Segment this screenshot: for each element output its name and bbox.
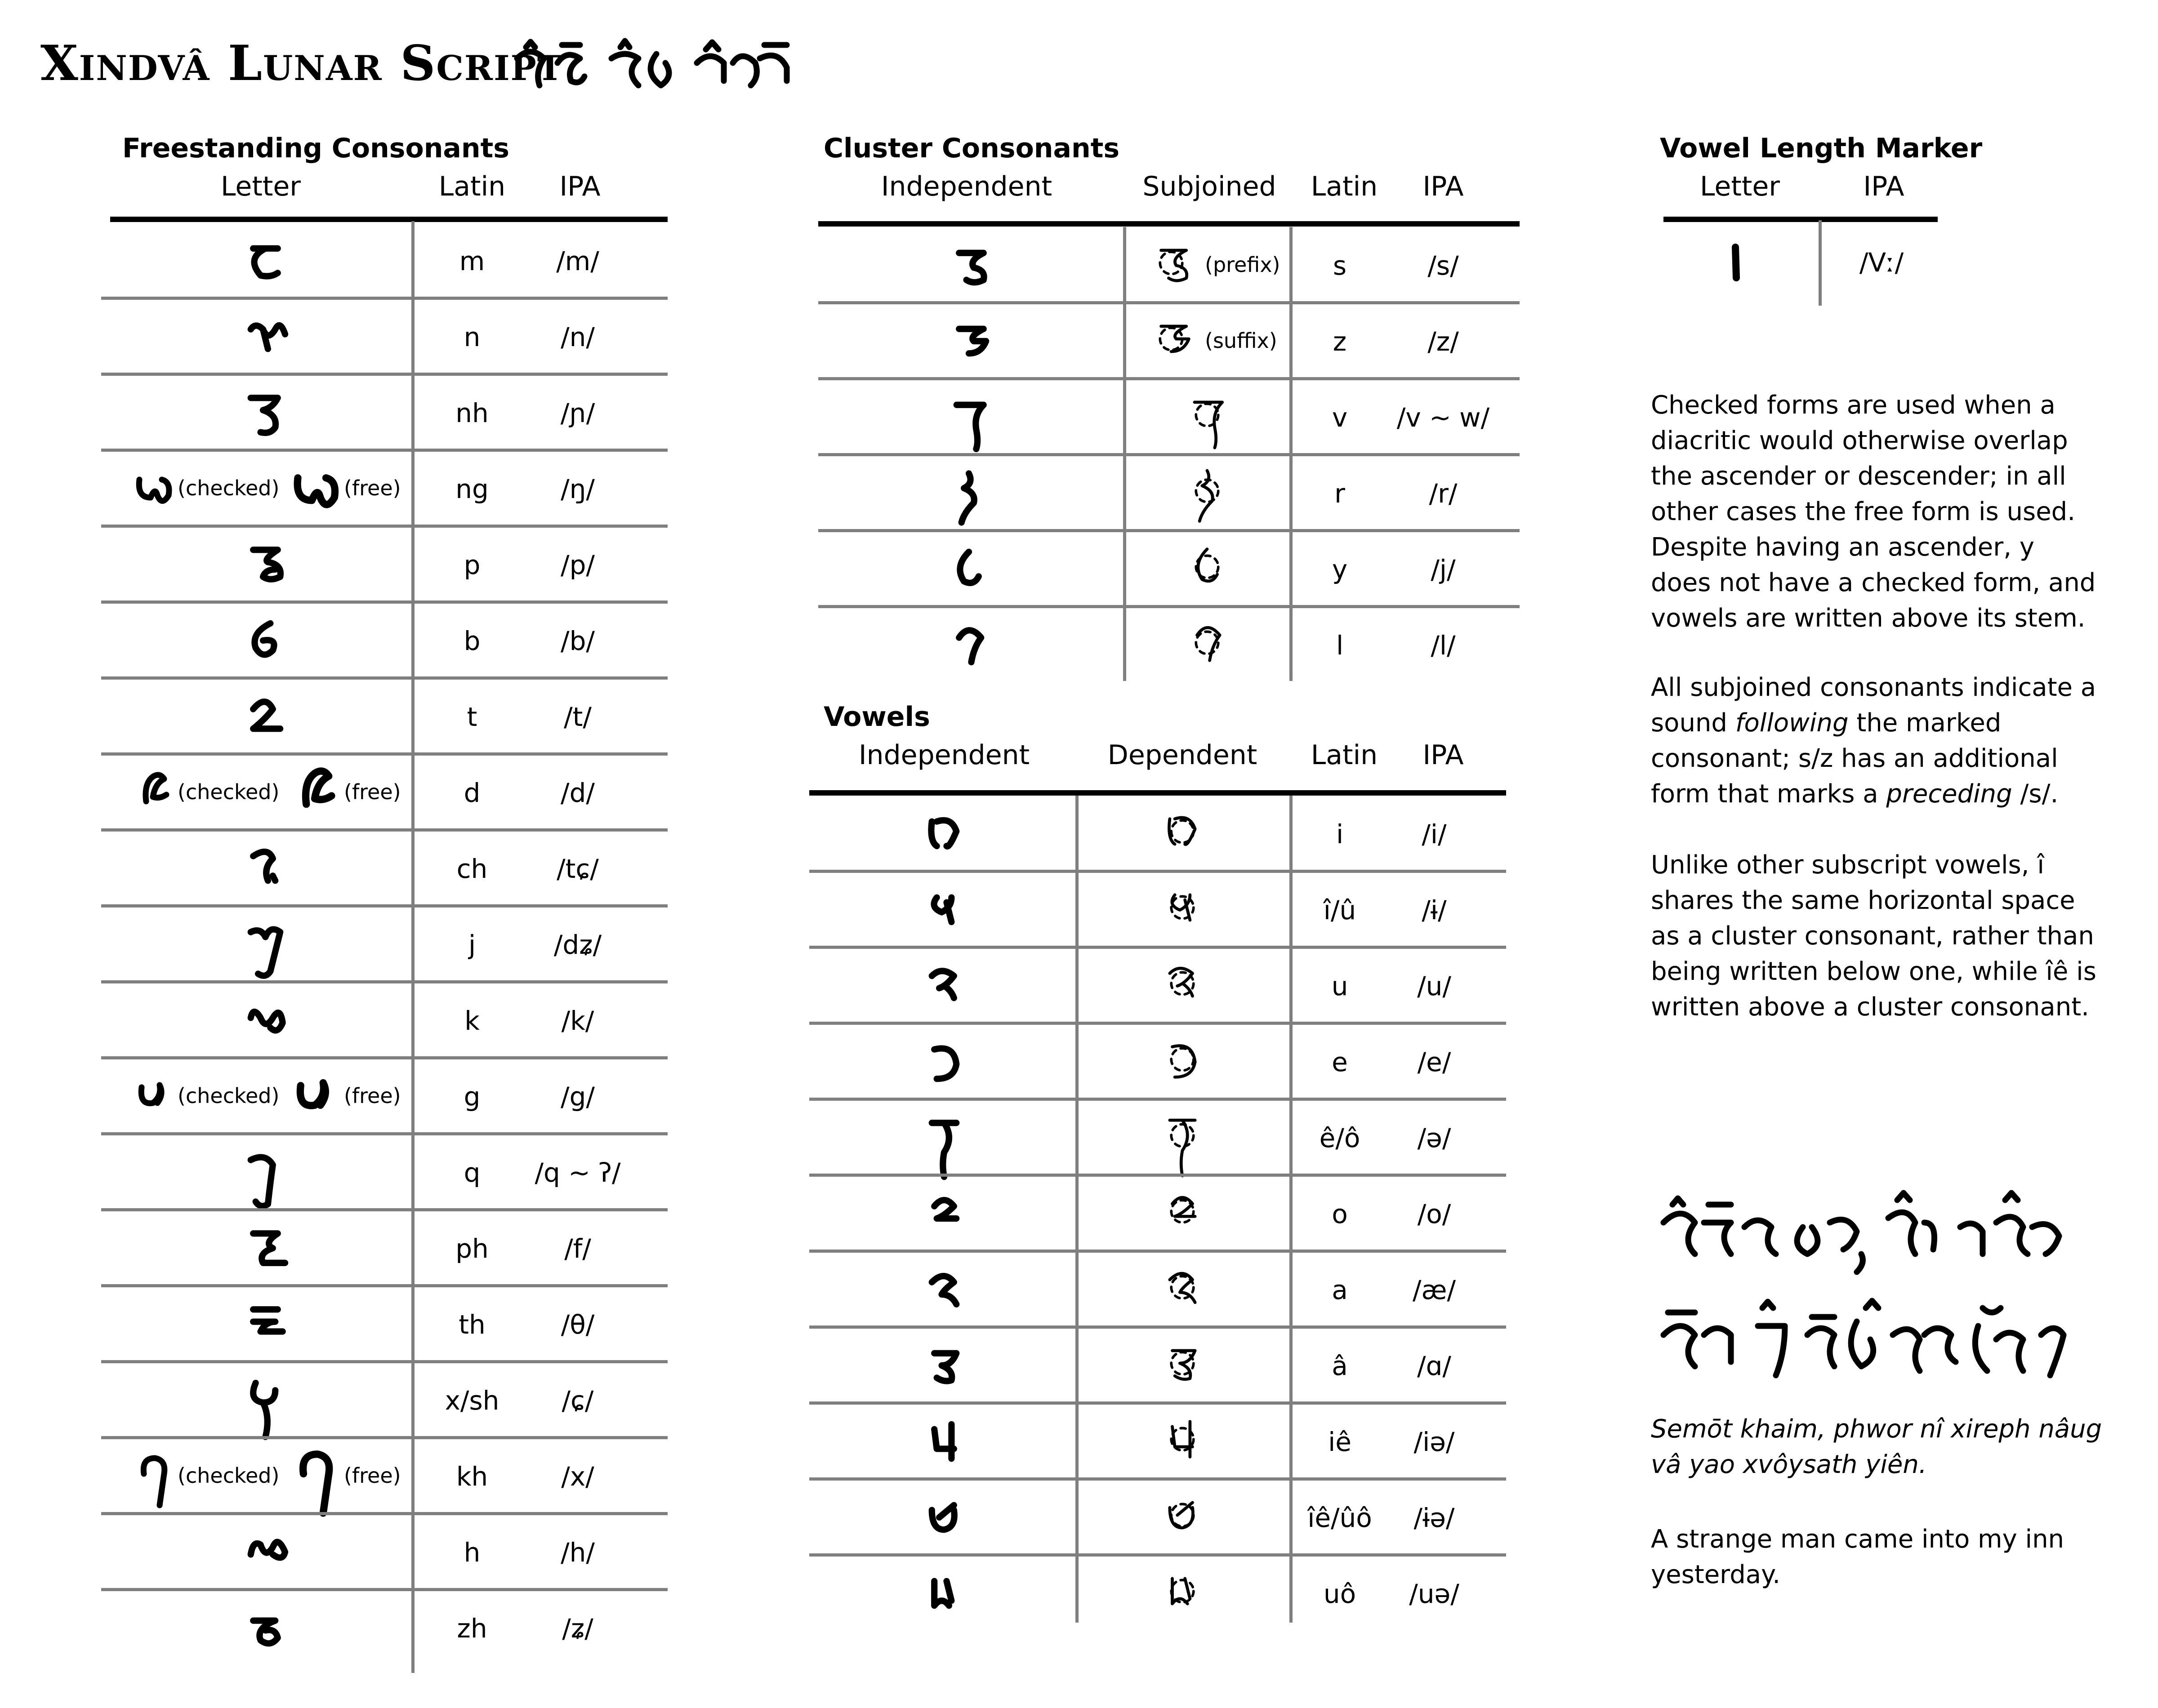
latin-value: îê/ûô bbox=[1307, 1503, 1372, 1533]
row-divider bbox=[101, 1208, 668, 1211]
cluster-header-independent: Independent bbox=[881, 171, 1052, 202]
ipa-value: /ɨ/ bbox=[1422, 895, 1447, 925]
cluster-heading: Cluster Consonants bbox=[824, 133, 1120, 164]
length-column-divider bbox=[1819, 220, 1822, 306]
vowels-header-ipa: IPA bbox=[1422, 739, 1464, 771]
latin-value: b bbox=[464, 626, 481, 656]
n-glyph-icon bbox=[243, 310, 283, 364]
ipa-value: /p/ bbox=[561, 550, 595, 580]
latin-value: x/sh bbox=[445, 1385, 499, 1416]
vowels-heading: Vowels bbox=[824, 701, 930, 733]
ipa-value: /ə/ bbox=[1417, 1123, 1451, 1153]
freestanding-header-rule bbox=[110, 217, 668, 222]
ipa-value: /v ~ w/ bbox=[1396, 402, 1490, 433]
ipa-value: /ɕ/ bbox=[562, 1385, 594, 1416]
ipa-value: /ŋ/ bbox=[561, 474, 595, 504]
note-line: sound following the marked bbox=[1651, 708, 2002, 738]
row-divider bbox=[809, 1553, 1506, 1557]
vowel-dependent-icon bbox=[1162, 1258, 1203, 1317]
example-script-line-2-icon bbox=[1654, 1294, 2077, 1393]
row-divider bbox=[809, 1022, 1506, 1025]
vowels-header-rule bbox=[809, 790, 1506, 796]
note-subscript-vowels bbox=[1651, 847, 2096, 1025]
ipa-value: /t/ bbox=[564, 702, 592, 732]
vowel-independent-icon bbox=[924, 1566, 964, 1620]
latin-value: zh bbox=[457, 1613, 487, 1644]
t-glyph-icon bbox=[243, 689, 283, 743]
ipa-value: /h/ bbox=[561, 1537, 595, 1568]
latin-value: g bbox=[464, 1081, 481, 1112]
latin-value: o bbox=[1332, 1199, 1348, 1229]
free-label: (free) bbox=[344, 1084, 401, 1108]
note-line: being written below one, while îê is bbox=[1651, 957, 2096, 986]
row-divider bbox=[809, 1477, 1506, 1481]
row-divider bbox=[101, 600, 668, 604]
latin-value: ng bbox=[455, 474, 489, 504]
latin-value: t bbox=[467, 702, 477, 732]
note-line: does not have a checked form, and bbox=[1651, 568, 2096, 597]
freestanding-header-latin: Latin bbox=[438, 171, 506, 202]
vowel-independent-icon bbox=[924, 1490, 964, 1544]
checked-label: (checked) bbox=[178, 1463, 280, 1488]
vowel-dependent-icon bbox=[1162, 1030, 1203, 1089]
free-label: (free) bbox=[344, 476, 401, 500]
latin-value: u bbox=[1331, 971, 1348, 1001]
ipa-value: /r/ bbox=[1429, 478, 1458, 509]
cluster-subjoined-l-icon bbox=[1187, 614, 1227, 672]
length-header-rule bbox=[1663, 217, 1938, 222]
checked-ng-glyph-icon bbox=[135, 462, 171, 511]
row-divider bbox=[101, 373, 668, 376]
latin-value: th bbox=[459, 1309, 486, 1340]
form-note: (suffix) bbox=[1205, 329, 1277, 353]
vowel-dependent-icon bbox=[1162, 1106, 1203, 1165]
latin-value: ph bbox=[455, 1233, 489, 1264]
transliteration-line: vâ yao xvôysath yiên. bbox=[1651, 1450, 1927, 1479]
latin-value: kh bbox=[456, 1461, 488, 1492]
checked-label: (checked) bbox=[178, 1084, 280, 1108]
row-divider bbox=[101, 1284, 668, 1287]
p-glyph-icon bbox=[243, 538, 283, 592]
row-divider bbox=[809, 1325, 1506, 1329]
latin-value: j bbox=[468, 930, 476, 960]
cluster-independent-y-icon bbox=[949, 542, 989, 596]
ipa-value: /z/ bbox=[1427, 326, 1459, 357]
latin-value: nh bbox=[455, 398, 489, 428]
x-glyph-icon bbox=[243, 1373, 283, 1427]
latin-value: n bbox=[464, 322, 481, 352]
example-script-line-1-icon bbox=[1654, 1187, 2077, 1277]
row-divider bbox=[101, 1588, 668, 1591]
checked-kh-glyph-icon bbox=[135, 1449, 171, 1499]
latin-value: y bbox=[1332, 554, 1348, 585]
m-glyph-icon bbox=[243, 234, 283, 288]
ipa-value: /ɨə/ bbox=[1413, 1503, 1455, 1533]
row-divider bbox=[809, 1250, 1506, 1253]
freestanding-header-ipa: IPA bbox=[559, 171, 601, 202]
ipa-value: /q ~ ʔ/ bbox=[535, 1157, 621, 1188]
ipa-value: /l/ bbox=[1431, 630, 1456, 661]
latin-value: e bbox=[1332, 1047, 1348, 1077]
free-ng-glyph-icon bbox=[292, 455, 337, 518]
ipa-value: /m/ bbox=[556, 246, 599, 276]
th-glyph-icon bbox=[243, 1297, 283, 1351]
row-divider bbox=[101, 449, 668, 452]
ipa-value: /θ/ bbox=[561, 1309, 595, 1340]
latin-value: uô bbox=[1323, 1579, 1356, 1609]
note-checked-forms bbox=[1651, 387, 2096, 636]
latin-value: v bbox=[1332, 402, 1348, 433]
ipa-value: /uə/ bbox=[1409, 1579, 1459, 1609]
vowel-dependent-icon bbox=[1162, 1334, 1203, 1392]
row-divider bbox=[818, 529, 1520, 532]
row-divider bbox=[818, 453, 1520, 456]
h-glyph-icon bbox=[243, 1525, 283, 1579]
note-line: shares the same horizontal space bbox=[1651, 886, 2075, 915]
ipa-value: /f/ bbox=[564, 1233, 591, 1264]
free-label: (free) bbox=[344, 780, 401, 804]
row-divider bbox=[809, 946, 1506, 949]
latin-value: q bbox=[464, 1157, 481, 1188]
ipa-value: /j/ bbox=[1431, 554, 1456, 585]
row-divider bbox=[809, 1401, 1506, 1405]
example-translation bbox=[1651, 1521, 2064, 1592]
ipa-value: /tɕ/ bbox=[557, 854, 599, 884]
latin-value: h bbox=[464, 1537, 481, 1568]
latin-value: k bbox=[464, 1005, 480, 1036]
cluster-subjoined-s-icon bbox=[1151, 234, 1191, 292]
cluster-independent-r-icon bbox=[949, 466, 989, 520]
note-subjoined bbox=[1651, 670, 2096, 812]
row-divider bbox=[809, 870, 1506, 873]
note-line: form that marks a preceding /s/. bbox=[1651, 779, 2059, 809]
ipa-value: /i/ bbox=[1422, 819, 1447, 850]
ipa-value: /d/ bbox=[561, 778, 595, 808]
checked-g-glyph-icon bbox=[135, 1069, 171, 1119]
row-divider bbox=[101, 1360, 668, 1363]
vowel-independent-icon bbox=[924, 959, 964, 1013]
cluster-header-ipa: IPA bbox=[1422, 171, 1464, 202]
ipa-value: /dʑ/ bbox=[553, 930, 602, 960]
freestanding-heading: Freestanding Consonants bbox=[122, 133, 510, 164]
latin-value: â bbox=[1332, 1351, 1348, 1381]
zh-glyph-icon bbox=[243, 1601, 283, 1655]
row-divider bbox=[101, 297, 668, 300]
cluster-independent-z-icon bbox=[949, 314, 989, 368]
note-line: written above a cluster consonant. bbox=[1651, 992, 2089, 1022]
row-divider bbox=[809, 1174, 1506, 1177]
note-line: Despite having an ascender, y bbox=[1651, 533, 2035, 562]
translation-line: A strange man came into my inn bbox=[1651, 1525, 2064, 1554]
free-d-glyph-icon bbox=[292, 759, 337, 822]
length-marker-glyph-icon bbox=[1722, 243, 1749, 283]
note-line: consonant; s/z has an additional bbox=[1651, 744, 2058, 773]
ipa-value: /e/ bbox=[1417, 1047, 1451, 1077]
latin-value: p bbox=[464, 550, 481, 580]
vowel-independent-icon bbox=[924, 807, 964, 861]
note-line: diacritic would otherwise overlap bbox=[1651, 426, 2068, 455]
row-divider bbox=[101, 904, 668, 907]
row-divider bbox=[818, 605, 1520, 608]
length-marker-heading: Vowel Length Marker bbox=[1660, 133, 1983, 164]
q-glyph-icon bbox=[243, 1145, 283, 1199]
ipa-value: /n/ bbox=[561, 322, 595, 352]
j-glyph-icon bbox=[243, 917, 283, 971]
row-divider bbox=[101, 1436, 668, 1439]
vowels-header-latin: Latin bbox=[1311, 739, 1378, 771]
free-g-glyph-icon bbox=[292, 1063, 337, 1125]
ipa-value: /ɑ/ bbox=[1417, 1351, 1451, 1381]
row-divider bbox=[101, 980, 668, 983]
form-note: (prefix) bbox=[1205, 253, 1280, 277]
cluster-header-subjoined: Subjoined bbox=[1142, 171, 1276, 202]
latin-value: z bbox=[1333, 326, 1347, 357]
ipa-value: /o/ bbox=[1417, 1199, 1451, 1229]
vowel-independent-icon bbox=[924, 1111, 964, 1165]
row-divider bbox=[101, 1056, 668, 1059]
vowel-independent-icon bbox=[924, 1339, 964, 1392]
note-line: All subjoined consonants indicate a bbox=[1651, 673, 2096, 702]
k-glyph-icon bbox=[243, 993, 283, 1047]
ch-glyph-icon bbox=[243, 841, 283, 895]
latin-value: ê/ô bbox=[1319, 1123, 1360, 1153]
row-divider bbox=[818, 301, 1520, 304]
freestanding-header-letter: Letter bbox=[221, 171, 301, 202]
cluster-header-rule bbox=[818, 221, 1520, 227]
example-transliteration bbox=[1651, 1411, 2102, 1482]
note-line: vowels are written above its stem. bbox=[1651, 604, 2086, 633]
length-header-ipa: IPA bbox=[1863, 171, 1904, 202]
length-marker-ipa: /Vː/ bbox=[1859, 247, 1904, 278]
cluster-independent-l-icon bbox=[949, 618, 989, 672]
ipa-value: /b/ bbox=[561, 626, 595, 656]
checked-label: (checked) bbox=[178, 476, 280, 500]
cluster-subjoined-y-icon bbox=[1187, 538, 1227, 596]
vowel-dependent-icon bbox=[1162, 1562, 1203, 1620]
checked-label: (checked) bbox=[178, 780, 280, 804]
nh-glyph-icon bbox=[243, 386, 283, 440]
row-divider bbox=[101, 525, 668, 528]
vowels-column-divider-2 bbox=[1289, 796, 1293, 1623]
vowel-independent-icon bbox=[924, 1414, 964, 1468]
ipa-value: /g/ bbox=[561, 1081, 595, 1112]
latin-value: iê bbox=[1328, 1427, 1351, 1457]
note-line: Checked forms are used when a bbox=[1651, 391, 2055, 420]
latin-value: i bbox=[1336, 819, 1344, 850]
vowel-independent-icon bbox=[924, 1187, 964, 1241]
ipa-value: /ɲ/ bbox=[560, 398, 595, 428]
ipa-value: /s/ bbox=[1427, 250, 1459, 281]
vowel-independent-icon bbox=[924, 1035, 964, 1089]
ph-glyph-icon bbox=[243, 1221, 283, 1275]
freestanding-column-divider bbox=[411, 221, 415, 1673]
latin-value: s bbox=[1333, 250, 1347, 281]
ipa-value: /x/ bbox=[561, 1461, 594, 1492]
title-script-icon bbox=[508, 31, 796, 99]
latin-value: r bbox=[1334, 478, 1345, 509]
b-glyph-icon bbox=[243, 614, 283, 667]
cluster-independent-s-icon bbox=[949, 238, 989, 292]
latin-value: a bbox=[1332, 1275, 1348, 1305]
row-divider bbox=[809, 1098, 1506, 1101]
ipa-value: /ʑ/ bbox=[562, 1613, 593, 1644]
latin-value: ch bbox=[456, 854, 488, 884]
vowel-dependent-icon bbox=[1162, 1410, 1203, 1468]
vowels-header-dependent: Dependent bbox=[1107, 739, 1257, 771]
note-line: other cases the free form is used. bbox=[1651, 497, 2075, 526]
free-kh-glyph-icon bbox=[292, 1442, 337, 1505]
latin-value: d bbox=[464, 778, 481, 808]
row-divider bbox=[818, 377, 1520, 380]
translation-line: yesterday. bbox=[1651, 1560, 1781, 1589]
row-divider bbox=[101, 1512, 668, 1515]
note-line: as a cluster consonant, rather than bbox=[1651, 921, 2094, 951]
vowel-independent-icon bbox=[924, 883, 964, 937]
latin-value: m bbox=[459, 246, 485, 276]
ipa-value: /iə/ bbox=[1413, 1427, 1455, 1457]
length-header-letter: Letter bbox=[1700, 171, 1780, 202]
vowel-independent-icon bbox=[924, 1263, 964, 1317]
cluster-subjoined-v-icon bbox=[1187, 386, 1227, 444]
latin-value: î/û bbox=[1323, 895, 1356, 925]
transliteration-line: Semōt khaim, phwor nî xireph nâug bbox=[1651, 1414, 2102, 1444]
vowels-header-independent: Independent bbox=[858, 739, 1030, 771]
row-divider bbox=[101, 676, 668, 680]
cluster-subjoined-r-icon bbox=[1187, 462, 1227, 520]
row-divider bbox=[101, 1132, 668, 1135]
ipa-value: /æ/ bbox=[1412, 1275, 1456, 1305]
row-divider bbox=[101, 828, 668, 832]
vowel-dependent-icon bbox=[1162, 1182, 1203, 1241]
ipa-value: /u/ bbox=[1417, 971, 1451, 1001]
cluster-header-latin: Latin bbox=[1311, 171, 1378, 202]
vowel-dependent-icon bbox=[1162, 1486, 1203, 1544]
row-divider bbox=[101, 752, 668, 756]
note-line: Unlike other subscript vowels, î bbox=[1651, 850, 2044, 880]
note-line: the ascender or descender; in all bbox=[1651, 462, 2066, 491]
latin-value: l bbox=[1336, 630, 1344, 661]
cluster-independent-v-icon bbox=[949, 390, 989, 444]
vowel-dependent-icon bbox=[1162, 802, 1203, 861]
ipa-value: /k/ bbox=[561, 1005, 594, 1036]
vowel-dependent-icon bbox=[1162, 878, 1203, 937]
cluster-subjoined-z-icon bbox=[1151, 310, 1191, 368]
vowel-dependent-icon bbox=[1162, 954, 1203, 1013]
vowels-column-divider-1 bbox=[1075, 796, 1079, 1623]
free-label: (free) bbox=[344, 1463, 401, 1488]
checked-d-glyph-icon bbox=[135, 765, 171, 815]
page-title: Xindvâ Lunar Script bbox=[40, 35, 564, 92]
